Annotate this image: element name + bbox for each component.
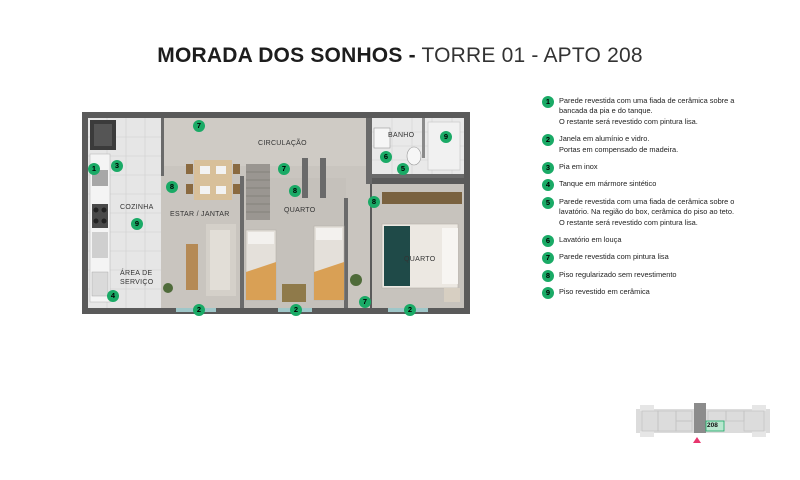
legend-number: 8 — [542, 270, 554, 282]
legend-item-6 — [542, 235, 787, 245]
legend — [542, 96, 787, 305]
key-plan-drawing — [636, 403, 770, 443]
legend-text: Pia em inox — [559, 162, 598, 172]
legend-item-2 — [542, 134, 787, 155]
room-label-banho: BANHO — [388, 132, 415, 139]
floor-plan — [82, 112, 470, 314]
legend-text: Parede revestida com uma fiada de cerâmica sobre a bancada da pia e do tanque. O restante será revestido com pintura lisa. — [559, 96, 735, 126]
legend-number: 1 — [542, 96, 554, 108]
plan-marker-8-right: 8 — [368, 196, 380, 208]
legend-item-3 — [542, 162, 787, 172]
title-unit: TORRE 01 - APTO 208 — [421, 44, 643, 67]
plan-marker-3: 3 — [111, 160, 123, 172]
plan-marker-5: 5 — [397, 163, 409, 175]
legend-text: Parede revestida com pintura lisa — [559, 252, 669, 262]
room-label-area-servico-1: ÁREA DE — [120, 270, 153, 277]
legend-item-7 — [542, 252, 787, 262]
legend-item-5 — [542, 197, 787, 228]
legend-number: 9 — [542, 287, 554, 299]
legend-number: 7 — [542, 252, 554, 264]
legend-item-1 — [542, 96, 787, 127]
legend-number: 3 — [542, 162, 554, 174]
plan-marker-4: 4 — [107, 290, 119, 302]
legend-number: 4 — [542, 179, 554, 191]
room-label-estar-jantar: ESTAR / JANTAR — [170, 211, 230, 218]
room-label-cozinha: COZINHA — [120, 204, 154, 211]
legend-text: Parede revestida com uma fiada de cerâmica sobre o lavatório. Na região do box, cerâmica do piso ao teto. O restante será revestido com pintura lisa. — [559, 196, 735, 227]
legend-item-8 — [542, 270, 787, 280]
legend-number: 6 — [542, 235, 554, 247]
plan-marker-7-corridor: 7 — [278, 163, 290, 175]
plan-marker-9-kitchen: 9 — [131, 218, 143, 230]
legend-text: Lavatório em louça — [559, 235, 622, 245]
plan-marker-2-right: 2 — [404, 304, 416, 316]
legend-text: Janela em alumínio e vidro. Portas em compensado de madeira. — [559, 134, 679, 154]
plan-marker-7-bottom: 7 — [359, 296, 371, 308]
legend-number: 2 — [542, 134, 554, 146]
plan-marker-8-room: 8 — [289, 185, 301, 197]
legend-text: Piso revestido em cerâmica — [559, 287, 650, 297]
room-label-quarto-center: QUARTO — [284, 207, 316, 214]
plan-marker-1: 1 — [88, 163, 100, 175]
page-title — [0, 44, 800, 68]
title-project: MORADA DOS SONHOS - — [157, 44, 416, 67]
legend-number: 5 — [542, 197, 554, 209]
plan-marker-7-top: 7 — [193, 120, 205, 132]
plan-marker-2-left: 2 — [193, 304, 205, 316]
room-label-circulacao: CIRCULAÇÃO — [258, 140, 307, 147]
plan-marker-6: 6 — [380, 151, 392, 163]
key-plan — [636, 403, 770, 443]
plan-marker-2-center: 2 — [290, 304, 302, 316]
legend-item-9 — [542, 287, 787, 297]
plan-marker-8-living: 8 — [166, 181, 178, 193]
plan-marker-9-bath: 9 — [440, 131, 452, 143]
legend-text: Piso regularizado sem revestimento — [559, 269, 677, 279]
key-plan-unit-label: 208 — [707, 422, 718, 429]
room-label-area-servico-2: SERVIÇO — [120, 279, 154, 286]
legend-item-4 — [542, 179, 787, 189]
room-label-quarto-right: QUARTO — [404, 256, 436, 263]
legend-text: Tanque em mármore sintético — [559, 179, 657, 189]
